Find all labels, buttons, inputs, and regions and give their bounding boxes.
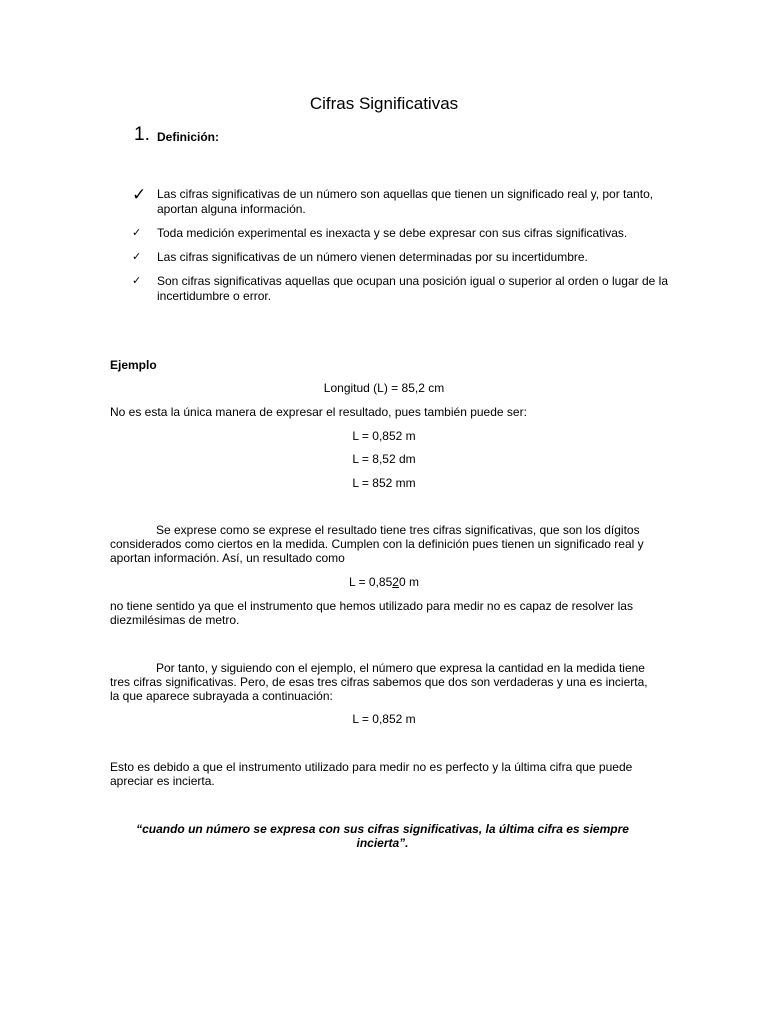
list-item bbox=[132, 250, 672, 265]
list-item bbox=[132, 226, 672, 241]
example-heading: Ejemplo bbox=[110, 358, 157, 372]
section-heading: Definición: bbox=[157, 130, 219, 144]
alternative-decimeters: L = 8,52 dm bbox=[352, 452, 416, 466]
paragraph-instrument: Esto es debido a que el instrumento utilizado para medir no es perfecto y la última cifra que puede apreciar es incierta. bbox=[110, 760, 633, 788]
result-example-underlined-digit: 2 bbox=[392, 575, 399, 589]
list-item-text: Son cifras significativas aquellas que ocupan una posición igual o superior al orden o lugar de la incertidumbre o error. bbox=[157, 274, 668, 303]
list-item bbox=[132, 187, 672, 217]
alternatives-intro: No es esta la única manera de expresar el resultado, pues también puede ser: bbox=[110, 405, 527, 419]
definition-list bbox=[132, 183, 672, 313]
page-title: Cifras Significativas bbox=[309, 94, 459, 113]
alternative-millimeters: L = 852 mm bbox=[352, 476, 416, 490]
alternative-meters: L = 0,852 m bbox=[352, 429, 416, 443]
section-number: 1. bbox=[134, 124, 150, 145]
list-item bbox=[132, 274, 672, 304]
checkmark-icon: ✓ bbox=[132, 251, 142, 263]
checkmark-icon: ✓ bbox=[132, 227, 142, 239]
paragraph-no-sense: no tiene sentido ya que el instrumento que hemos utilizado para medir no es capaz de resolver las diezmilésimas de metro. bbox=[110, 599, 633, 627]
paragraph-significant-figures: Se exprese como se exprese el resultado tiene tres cifras significativas, que son los dígitos considerados como ciertos en la medida. Cumplen con la definición pues tienen un significado real y aportan información. Así, un resultado como bbox=[110, 523, 644, 565]
checkmark-icon: ✓ bbox=[132, 275, 142, 287]
list-item-text: Toda medición experimental es inexacta y se debe expresar con sus cifras significativas. bbox=[157, 226, 628, 240]
closing-quote: “cuando un número se expresa con sus cifras significativas, la última cifra es siempre incierta”. bbox=[136, 822, 629, 850]
list-item-text: Las cifras significativas de un número son aquellas que tienen un significado real y, por tanto, aportan alguna información. bbox=[157, 187, 654, 216]
list-item-text: Las cifras significativas de un número vienen determinadas por su incertidumbre. bbox=[157, 250, 588, 264]
paragraph-uncertain-digit: Por tanto, y siguiendo con el ejemplo, el número que expresa la cantidad en la medida tiene tres cifras significativas. Pero, de esas tres cifras sabemos que dos son verdaderas y una es incierta, la que aparece subrayada a continuación: bbox=[110, 661, 648, 703]
result-example-suffix: 0 m bbox=[398, 575, 419, 589]
checkmark-icon: ✓ bbox=[132, 185, 147, 204]
result-final: L = 0,852 m bbox=[352, 712, 416, 726]
longitud-equation: Longitud (L) = 85,2 cm bbox=[323, 381, 445, 395]
result-example bbox=[0, 575, 768, 589]
result-example-prefix: L = 0,85 bbox=[349, 575, 393, 589]
